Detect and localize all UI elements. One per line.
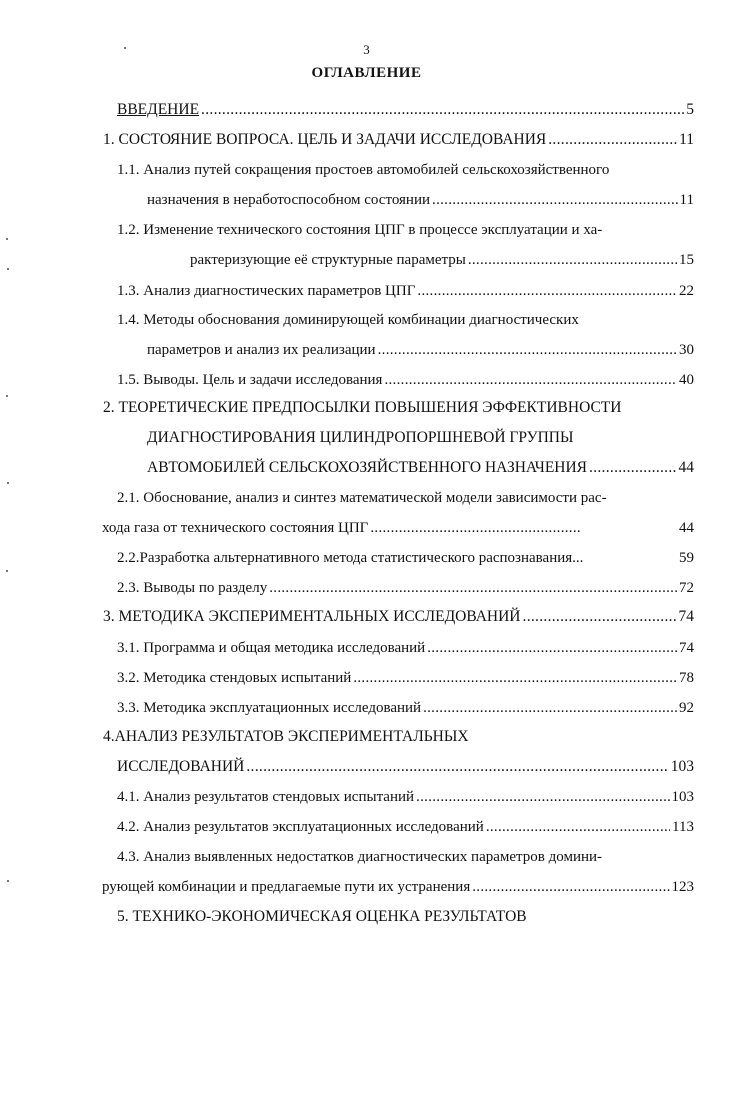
toc-entry-2-3	[117, 579, 694, 597]
toc-entry-4-3-line1: 4.3. Анализ выявленных недостатков диагностических параметров домини-	[117, 849, 603, 865]
toc-entry-4-3	[102, 878, 694, 896]
toc-entry-chapter-4	[117, 758, 694, 776]
toc-entry-text: 3.2. Методика стендовых испытаний	[117, 670, 352, 686]
toc-entry-chapter-2	[147, 459, 694, 477]
leader-dots	[486, 818, 670, 836]
toc-page-number: 59	[679, 550, 694, 566]
toc-entry-chapter-4-line1: 4.АНАЛИЗ РЕЗУЛЬТАТОВ ЭКСПЕРИМЕНТАЛЬНЫХ	[103, 728, 469, 745]
toc-page-number: 123	[671, 879, 694, 895]
toc-page-number: 113	[672, 819, 694, 835]
scan-speck	[7, 482, 9, 484]
leader-dots	[384, 371, 677, 389]
toc-entry-2-1-line1: 2.1. Обоснование, анализ и синтез математической модели зависимости рас-	[117, 490, 607, 506]
toc-entry-text: ИССЛЕДОВАНИЙ	[117, 758, 245, 775]
leader-dots	[427, 639, 677, 657]
leader-dots	[423, 699, 677, 717]
leader-dots	[523, 608, 677, 626]
toc-entry-text: рактеризующие её структурные параметры	[190, 252, 466, 268]
toc-entry-3-3	[117, 699, 694, 717]
toc-entry-1-2-line1: 1.2. Изменение технического состояния ЦПГ в процессе эксплуатации и ха-	[117, 222, 603, 238]
toc-page-number: 78	[679, 670, 694, 686]
toc-entry-3-1	[117, 639, 694, 657]
toc-page-number: 74	[679, 640, 694, 656]
toc-entry-text: 2.3. Выводы по разделу	[117, 580, 268, 596]
toc-page-number: 103	[670, 758, 694, 775]
leader-dots	[417, 282, 677, 300]
toc-entry-text: 3. МЕТОДИКА ЭКСПЕРИМЕНТАЛЬНЫХ ИССЛЕДОВАНИЙ	[103, 608, 521, 625]
toc-page-number: 72	[679, 580, 694, 596]
leader-dots	[246, 758, 668, 776]
toc-entry-chapter-2-line1: 2. ТЕОРЕТИЧЕСКИЕ ПРЕДПОСЫЛКИ ПОВЫШЕНИЯ ЭФФЕКТИВНОСТИ	[103, 399, 622, 416]
toc-page-number: 74	[678, 608, 694, 625]
leader-dots	[269, 579, 677, 597]
toc-entry-1-3	[117, 282, 694, 300]
toc-entry-3-2	[117, 669, 694, 687]
leader-dots	[468, 251, 677, 269]
scan-speck	[6, 570, 8, 572]
toc-entry-1-1	[147, 191, 694, 209]
toc-entry-1-1-line1: 1.1. Анализ путей сокращения простоев автомобилей сельскохозяйственного	[117, 162, 610, 178]
toc-entry-text: назначения в неработоспособном состоянии	[147, 192, 431, 208]
toc-page-number: 40	[679, 372, 694, 388]
scan-speck	[7, 268, 9, 270]
toc-entry-text: 4.2. Анализ результатов эксплуатационных исследований	[117, 819, 484, 835]
toc-entry-chapter-3	[103, 608, 694, 626]
leader-dots	[201, 101, 684, 119]
toc-page-number: 15	[679, 252, 694, 268]
scan-speck	[7, 880, 9, 882]
toc-entry-text: 4.1. Анализ результатов стендовых испытаний	[117, 789, 415, 805]
leader-dots	[353, 669, 677, 687]
toc-entry-text: 1.3. Анализ диагностических параметров ЦПГ	[117, 283, 416, 299]
toc-entry-text: 3.3. Методика эксплуатационных исследований	[117, 700, 422, 716]
page-title: ОГЛАВЛЕНИЕ	[311, 65, 422, 81]
toc-page-number: 30	[679, 342, 694, 358]
toc-page-number: 11	[679, 131, 694, 148]
toc-page-number: 44	[679, 520, 694, 536]
leader-dots	[378, 341, 677, 359]
toc-entry-text: 2.2.Разработка альтернативного метода статистического распознавания...	[117, 550, 584, 566]
leader-dots	[548, 131, 677, 149]
toc-entry-2-1	[102, 519, 694, 537]
toc-entry-text: ВВЕДЕНИЕ	[117, 101, 200, 118]
toc-page-number: 44	[678, 459, 694, 476]
toc-entry-text: хода газа от технического состояния ЦПГ	[102, 520, 369, 536]
toc-entry-chapter-5: 5. ТЕХНИКО-ЭКОНОМИЧЕСКАЯ ОЦЕНКА РЕЗУЛЬТАТОВ	[117, 908, 527, 925]
toc-entry-text: АВТОМОБИЛЕЙ СЕЛЬСКОХОЗЯЙСТВЕННОГО НАЗНАЧЕНИЯ	[147, 459, 588, 476]
toc-page-number: 103	[671, 789, 694, 805]
toc-entry-1-4	[147, 341, 694, 359]
toc-entry-introduction	[117, 101, 694, 119]
toc-entry-text: рующей комбинации и предлагаемые пути их устранения	[102, 879, 471, 895]
toc-page-number: 5	[686, 101, 694, 118]
toc-entry-chapter-2-line2: ДИАГНОСТИРОВАНИЯ ЦИЛИНДРОПОРШНЕВОЙ ГРУППЫ	[147, 429, 574, 446]
toc-page-number: 92	[679, 700, 694, 716]
leader-dots	[472, 878, 669, 896]
leader-dots	[370, 519, 580, 537]
scan-speck	[124, 47, 126, 49]
toc-page-number: 11	[679, 192, 694, 208]
scan-speck	[6, 238, 8, 240]
toc-entry-1-2	[190, 251, 694, 269]
scan-speck	[6, 395, 8, 397]
page-number: 3	[363, 42, 370, 57]
toc-entry-text: 1. СОСТОЯНИЕ ВОПРОСА. ЦЕЛЬ И ЗАДАЧИ ИССЛЕДОВАНИЯ	[103, 131, 547, 148]
toc-entry-2-2	[117, 549, 694, 567]
leader-dots	[416, 788, 669, 806]
leader-dots	[432, 191, 678, 209]
toc-page-number: 22	[679, 283, 694, 299]
toc-entry-1-5	[117, 371, 694, 389]
toc-entry-chapter-1	[103, 131, 694, 149]
toc-entry-4-1	[117, 788, 694, 806]
toc-entry-text: 3.1. Программа и общая методика исследований	[117, 640, 426, 656]
leader-dots	[589, 459, 676, 477]
toc-entry-1-4-line1: 1.4. Методы обоснования доминирующей комбинации диагностических	[117, 312, 579, 328]
toc-entry-text: параметров и анализ их реализации	[147, 342, 376, 358]
toc-entry-4-2	[117, 818, 694, 836]
toc-entry-text: 1.5. Выводы. Цель и задачи исследования	[117, 372, 383, 388]
